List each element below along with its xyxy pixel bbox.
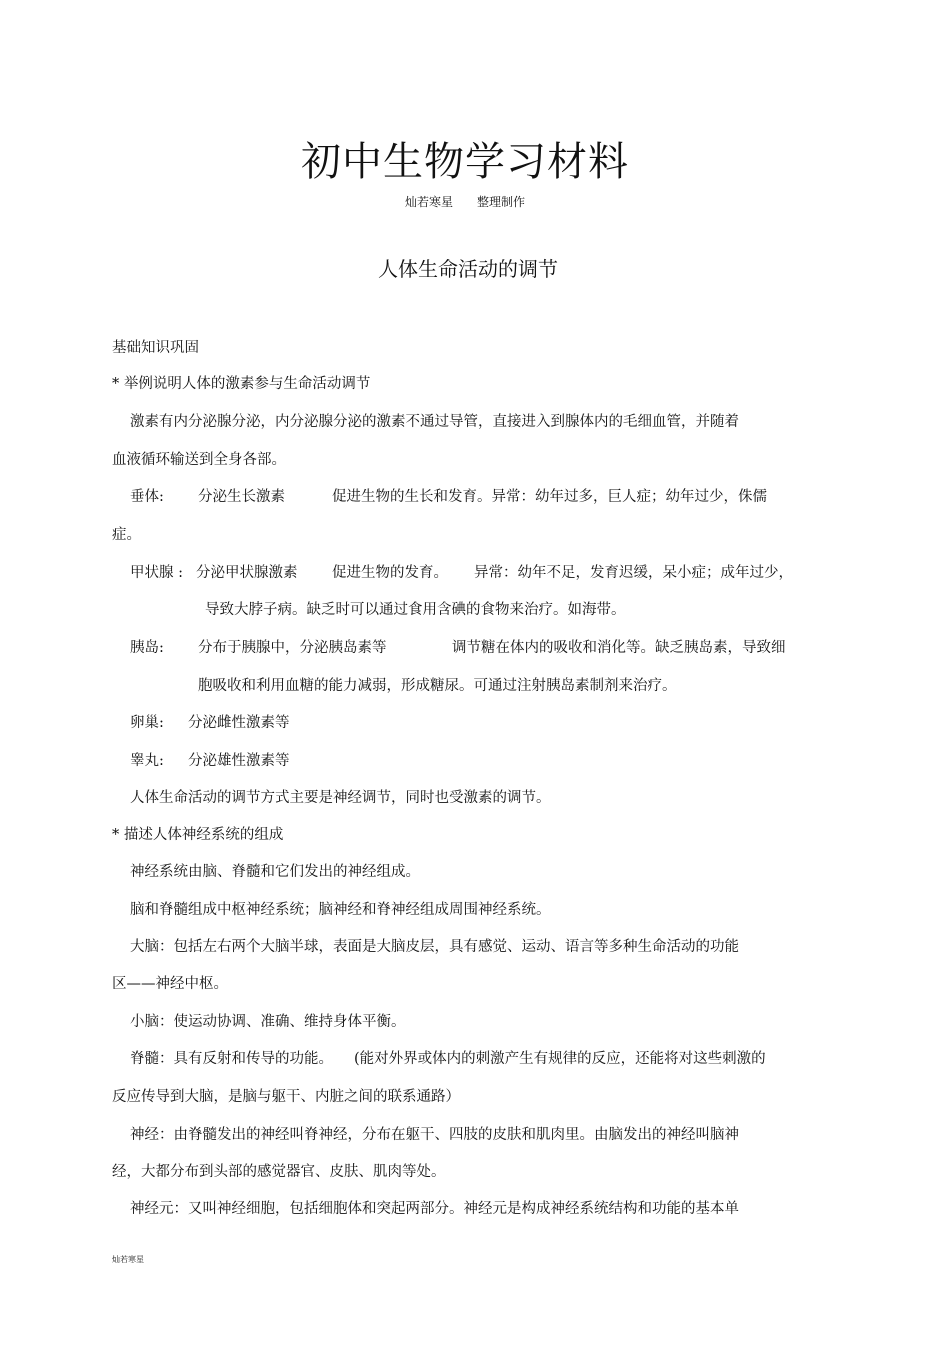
document-title: 初中生物学习材料 <box>301 139 629 185</box>
gland-hormone: 分泌甲状腺激素 <box>196 565 298 581</box>
gland-hormone: 分泌雌性激素等 <box>188 715 290 731</box>
paragraph-line: 神经：由脊髓发出的神经叫脊神经，分布在躯干、四肢的皮肤和肌肉里。由脑发出的神经叫脑神 <box>130 1127 739 1143</box>
gland-effect: 促进生物的生长和发育。异常：幼年过多，巨人症；幼年过少，侏儒 <box>332 489 767 505</box>
gland-hormone: 分泌生长激素 <box>198 489 285 505</box>
gland-row-thyroid <box>130 563 793 583</box>
page-footer: 灿若寒星 <box>112 1255 144 1264</box>
gland-row-testis <box>130 751 290 771</box>
gland-name: 睾丸: <box>130 753 164 769</box>
topic2-heading: * 描述人体神经系统的组成 <box>112 827 284 843</box>
gland-hormone: 分布于胰腺中，分泌胰岛素等 <box>198 640 387 656</box>
gland-row-pancreas <box>130 638 786 658</box>
paragraph-line: 人体生命活动的调节方式主要是神经调节，同时也受激素的调节。 <box>130 790 551 806</box>
gland-row-ovary <box>130 713 290 733</box>
paragraph-line: 激素有内分泌腺分泌，内分泌腺分泌的激素不通过导管，直接进入到腺体内的毛细血管，并随着 <box>130 414 739 430</box>
gland-effect: 调节糖在体内的吸收和消化等。缺乏胰岛素，导致细 <box>452 640 786 656</box>
paragraph-line <box>130 1049 766 1069</box>
gland-abnormal: 异常：幼年不足，发育迟缓，呆小症；成年过少， <box>474 565 793 581</box>
paragraph-line: 经，大都分布到头部的感觉器官、皮肤、肌肉等处。 <box>112 1164 446 1180</box>
spine-note: (能对外界或体内的刺激产生有规律的反应，还能将对这些刺激的 <box>354 1051 766 1067</box>
paragraph-line: 反应传导到大脑，是脑与躯干、内脏之间的联系通路） <box>112 1089 460 1105</box>
topic1-heading: * 举例说明人体的激素参与生命活动调节 <box>112 376 371 392</box>
paragraph-line: 大脑：包括左右两个大脑半球，表面是大脑皮层，具有感觉、运动、语言等多种生命活动的功能 <box>130 939 739 955</box>
paragraph-line: 区——神经中枢。 <box>112 976 228 992</box>
author-name: 灿若寒星 <box>404 195 453 209</box>
gland-name: 卵巢: <box>130 715 164 731</box>
paragraph-line: 血液循环输送到全身各部。 <box>112 452 286 468</box>
spine-text: 脊髓：具有反射和传导的功能。 <box>130 1051 333 1067</box>
gland-effect: 促进生物的发育。 <box>332 565 448 581</box>
paragraph-line: 神经系统由脑、脊髓和它们发出的神经组成。 <box>130 864 420 880</box>
gland-name: 甲状腺 : <box>130 565 183 581</box>
paragraph-line: 神经元：又叫神经细胞，包括细胞体和突起两部分。神经元是构成神经系统结构和功能的基本单 <box>130 1201 739 1217</box>
chapter-title: 人体生命活动的调节 <box>378 257 558 281</box>
gland-name: 垂体: <box>130 489 164 505</box>
paragraph-line: 胞吸收和利用血糖的能力减弱，形成糖尿。可通过注射胰岛素制剂来治疗。 <box>198 678 677 694</box>
gland-name: 胰岛: <box>130 640 164 656</box>
paragraph-line: 脑和脊髓组成中枢神经系统；脑神经和脊神经组成周围神经系统。 <box>130 902 551 918</box>
byline <box>0 194 930 210</box>
section-heading: 基础知识巩固 <box>112 340 199 356</box>
gland-hormone: 分泌雄性激素等 <box>188 753 290 769</box>
paragraph-line: 症。 <box>112 527 141 543</box>
paragraph-line: 导致大脖子病。缺乏时可以通过食用含碘的食物来治疗。如海带。 <box>205 602 626 618</box>
gland-row-pituitary <box>130 487 767 507</box>
credit-text: 整理制作 <box>477 195 526 209</box>
paragraph-line: 小脑：使运动协调、准确、维持身体平衡。 <box>130 1014 406 1030</box>
